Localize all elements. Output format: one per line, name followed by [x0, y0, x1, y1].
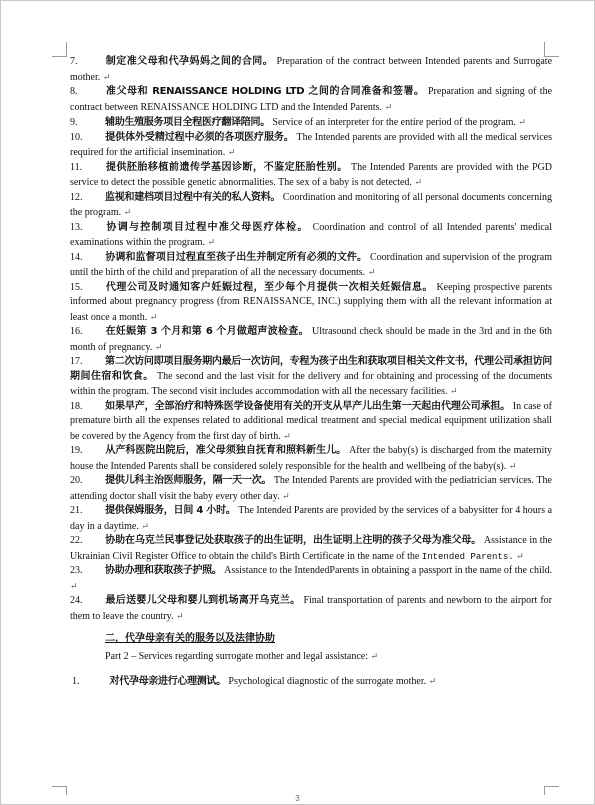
item-english-text: Keeping prospective parents informed about pregnancy progress (from RENAISSANCE, INC.) supplying them with all the relevant information at least once a month.: [70, 281, 552, 323]
item-english-text: Coordination and monitoring of all personal documents concerning the program.: [70, 191, 552, 218]
item-chinese-text: 辅助生殖服务项目全程医疗翻译陪同。: [105, 117, 270, 128]
list-item: [70, 594, 552, 624]
item-number: 21.: [70, 505, 83, 516]
list-item: [70, 444, 552, 474]
item-number: 10.: [70, 131, 83, 143]
list-item: [70, 355, 552, 400]
list-item: [70, 55, 552, 85]
item-english-text: The Intended Parents are provided by the services of a babysitter for 4 hours a day in a daytime.: [70, 505, 553, 532]
item-english-text: In case of premature birth all the expenses related to additional medical treatment and special medical equipment utilization shall be covered by the Agency from the first day of birth.: [70, 400, 553, 442]
item-number: 9.: [70, 117, 78, 128]
list-item: [70, 325, 552, 355]
paragraph-mark: ↵: [450, 386, 458, 396]
item-number: 7.: [70, 56, 78, 67]
item-number: 18.: [70, 400, 83, 412]
item-chinese-text: 协调和监督项目过程直至孩子出生并制定所有必须的文件。: [105, 251, 368, 263]
item-chinese-text: 在妊娠第 3 个月和第 6 个月做超声波检查。: [105, 326, 309, 337]
paragraph-mark: ↵: [123, 207, 132, 217]
document-body: [70, 55, 552, 690]
margin-corner-top-left: [52, 42, 67, 57]
item-english-text: Ultrasound check should be made in the 3rd and in the 6th month of pregnancy.: [70, 326, 552, 353]
item-english-text: The Intended Parents are provided with the pediatrician services. The attending doctor shall visit the baby every other day.: [70, 475, 552, 502]
list-item: [70, 85, 552, 115]
paragraph-mark: ↵: [207, 237, 216, 247]
paragraph-mark: ↵: [282, 490, 290, 501]
paragraph-mark: ↵: [516, 550, 524, 561]
paragraph-mark: ↵: [70, 580, 78, 591]
item-number: 22.: [70, 535, 83, 546]
paragraph-mark: ↵: [141, 520, 149, 531]
item-english-text: The second and the last visit for the delivery and for obtaining and processing of the documents within the program. The second visit includes accommodation with all the necessary facilities.: [70, 370, 552, 397]
paragraph-mark: ↵: [283, 430, 291, 441]
list-item: [70, 674, 552, 690]
item-chinese-text: 如果早产，全部治疗和特殊医学设备使用有关的开支从早产儿出生第一天起由代理公司承担。: [105, 400, 511, 412]
item-english-text: Assistance to the IntendedParents in obtaining a passport in the name of the child.: [224, 565, 552, 576]
item-chinese-text: 第二次访问即项目服务期内最后一次访问，专程为孩子出生和获取项目相关文件文书，代理公司承担访问期间住宿和饮食。: [70, 356, 552, 382]
list-item: [70, 504, 552, 534]
paragraph-mark: ↵: [227, 147, 236, 157]
item-english-text: Preparation of the contract between Intended parents and Surrogate mother.: [70, 56, 553, 83]
item-english-text: Coordination and supervision of the program until the birth of the child and preparation of all the necessary documents.: [70, 251, 553, 278]
item-number: 24.: [70, 595, 83, 606]
item-english-text: Final transportation of parents and newborn to the airport for them to leave the country.: [70, 595, 553, 622]
item-number: 19.: [70, 445, 83, 456]
paragraph-mark: ↵: [370, 650, 379, 661]
paragraph-mark: ↵: [367, 267, 376, 277]
item-chinese-text: 提供胚胎移植前遗传学基因诊断，不鉴定胚胎性别。: [105, 161, 348, 173]
list-item: [70, 564, 552, 594]
list-item: [70, 251, 552, 281]
item-number: 17.: [70, 356, 83, 367]
item-number: 15.: [70, 281, 83, 293]
paragraph-mark: ↵: [154, 341, 163, 352]
item-chinese-text: 制定准父母和代孕妈妈之间的合同。: [105, 56, 274, 67]
item-number: 1.: [72, 676, 80, 687]
service-list: [70, 55, 552, 624]
item-english-text: Service of an interpreter for the entire period of the program.: [272, 117, 516, 128]
list-item: [70, 131, 552, 161]
item-english-text: Coordination and control of all Intended parents' medical examinations within the program.: [70, 221, 552, 248]
item-number: 12.: [70, 191, 83, 203]
item-chinese-text: 协调与控制项目过程中准父母医疗体检。: [105, 221, 309, 233]
item-number: 23.: [70, 565, 83, 576]
item-monospace-text: Intended Parents.: [421, 551, 514, 562]
item-english-text: The Intended Parents are provided with the PGD service to detect the possible genetic abnormalities. The sex of a baby is not detected.: [70, 161, 552, 188]
item-english-text: After the baby(s) is discharged from the maternity house the Intended Parents shall be considered solely responsible for the health and wellbeing of the baby(s).: [70, 445, 553, 472]
item-number: 16.: [70, 326, 83, 337]
list-item: [70, 400, 552, 445]
list-item: [70, 161, 552, 191]
item-chinese-text: 协助在乌克兰民事登记处获取孩子的出生证明，出生证明上注明的孩子父母为准父母。: [105, 535, 482, 546]
paragraph-mark: ↵: [175, 610, 184, 621]
item-number: 8.: [70, 86, 78, 97]
item-chinese-text: 监视和建档项目过程中有关的私人资料。: [105, 191, 281, 203]
item-chinese-text: 协助办理和获取孩子护照。: [105, 565, 222, 576]
paragraph-mark: ↵: [414, 177, 422, 187]
paragraph-mark: ↵: [508, 460, 517, 471]
section-subheading-text: Part 2 – Services regarding surrogate mother and legal assistance:: [105, 650, 368, 662]
item-number: 20.: [70, 475, 83, 486]
item-number: 14.: [70, 251, 83, 263]
section-subheading: [70, 649, 552, 665]
list-item: [70, 115, 552, 131]
item-chinese-text: 提供儿科主治医师服务，隔一天一次。: [105, 475, 272, 486]
item-chinese-text: 提供保姆服务，日间 4 小时。: [105, 505, 236, 516]
item-english-text: Preparation and signing of the contract between RENAISSANCE HOLDING LTD and the Intended Parents.: [70, 86, 553, 113]
page-number: 3: [295, 794, 300, 803]
item-chinese-text: 准父母和 RENAISSANCE HOLDING LTD 之间的合同准备和签署。: [105, 86, 425, 97]
item-number: 11.: [70, 161, 83, 173]
paragraph-mark: ↵: [102, 71, 111, 82]
item-number: 13.: [70, 221, 83, 233]
paragraph-mark: ↵: [428, 676, 437, 686]
paragraph-mark: ↵: [518, 117, 526, 127]
item-chinese-text: 提供体外受精过程中必须的各项医疗服务。: [105, 131, 294, 143]
item-chinese-text: 从产科医院出院后，准父母须独自抚育和照料新生儿。: [105, 445, 347, 456]
item-english-text: Psychological diagnostic of the surrogate mother.: [228, 676, 427, 687]
paragraph-mark: ↵: [384, 101, 393, 112]
list-item: [70, 221, 552, 251]
item-english-text: Assistance in the Ukrainian Civil Register Office to obtain the child's Birth Certificate in the name of the: [70, 535, 553, 562]
item-chinese-text: 对代孕母亲进行心理测试。: [109, 676, 226, 687]
item-chinese-text: 代理公司及时通知客户妊娠过程，至少每个月提供一次相关妊娠信息。: [105, 281, 434, 293]
item-chinese-text: 最后送婴儿父母和婴儿到机场离开乌克兰。: [105, 595, 301, 606]
section-heading: 二，代孕母亲有关的服务以及法律协助: [105, 633, 275, 644]
list-item: [70, 191, 552, 221]
list-item: [70, 534, 552, 564]
paragraph-mark: ↵: [149, 311, 158, 322]
list-item: [70, 281, 552, 326]
list-item: [70, 474, 552, 504]
item-english-text: The Intended parents are provided with all the medical services required for the artificial insemination.: [70, 131, 552, 158]
